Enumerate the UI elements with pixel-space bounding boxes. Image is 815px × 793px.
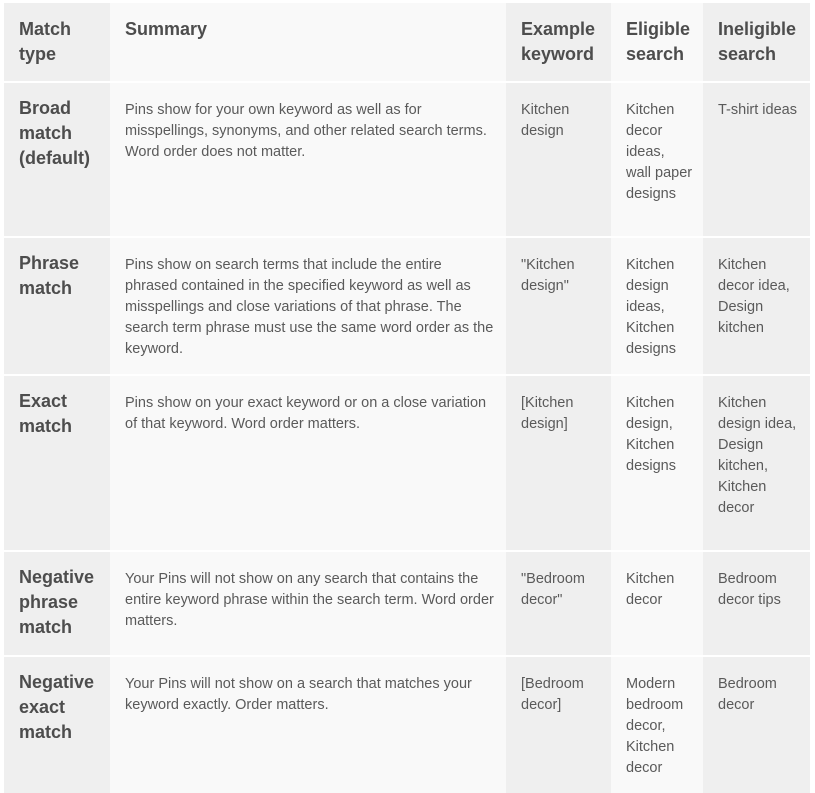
match-type-table	[4, 3, 810, 793]
match-type-cell: Negative exact match	[4, 656, 110, 793]
table-row	[4, 237, 810, 375]
match-type-cell: Exact match	[4, 375, 110, 551]
header-eligible-search: Eligible search	[611, 3, 703, 82]
table-row	[4, 551, 810, 656]
example-keyword-cell: [Kitchen design]	[506, 375, 611, 551]
summary-cell: Your Pins will not show on a search that matches your keyword exactly. Order matters.	[110, 656, 506, 793]
header-ineligible-search: Ineligible search	[703, 3, 810, 82]
example-keyword-cell: "Kitchen design"	[506, 237, 611, 375]
match-type-cell: Negative phrase match	[4, 551, 110, 656]
ineligible-search-cell: T-shirt ideas	[703, 82, 810, 237]
eligible-search-cell: Kitchen design, Kitchen designs	[611, 375, 703, 551]
summary-cell: Pins show on your exact keyword or on a close variation of that keyword. Word order matters.	[110, 375, 506, 551]
ineligible-search-cell: Bedroom decor tips	[703, 551, 810, 656]
eligible-search-cell: Kitchen design ideas, Kitchen designs	[611, 237, 703, 375]
summary-cell: Pins show for your own keyword as well as for misspellings, synonyms, and other related search terms. Word order does not matter.	[110, 82, 506, 237]
ineligible-search-cell: Kitchen design idea, Design kitchen, Kitchen decor	[703, 375, 810, 551]
eligible-search-cell: Kitchen decor ideas, wall paper designs	[611, 82, 703, 237]
table-header-row	[4, 3, 810, 82]
header-summary: Summary	[110, 3, 506, 82]
example-keyword-cell: Kitchen design	[506, 82, 611, 237]
example-keyword-cell: "Bedroom decor"	[506, 551, 611, 656]
table-row	[4, 375, 810, 551]
eligible-search-cell: Kitchen decor	[611, 551, 703, 656]
summary-cell: Your Pins will not show on any search that contains the entire keyword phrase within the search term. Word order matters.	[110, 551, 506, 656]
ineligible-search-cell: Bedroom decor	[703, 656, 810, 793]
example-keyword-cell: [Bedroom decor]	[506, 656, 611, 793]
header-match-type: Match type	[4, 3, 110, 82]
header-example-keyword: Example keyword	[506, 3, 611, 82]
table-row	[4, 656, 810, 793]
match-type-cell: Broad match (default)	[4, 82, 110, 237]
eligible-search-cell: Modern bedroom decor, Kitchen decor	[611, 656, 703, 793]
table-row	[4, 82, 810, 237]
match-type-cell: Phrase match	[4, 237, 110, 375]
summary-cell: Pins show on search terms that include the entire phrased contained in the specified keyword as well as misspellings and close variations of that phrase. The search term phrase must use the same word order as the keyword.	[110, 237, 506, 375]
ineligible-search-cell: Kitchen decor idea, Design kitchen	[703, 237, 810, 375]
